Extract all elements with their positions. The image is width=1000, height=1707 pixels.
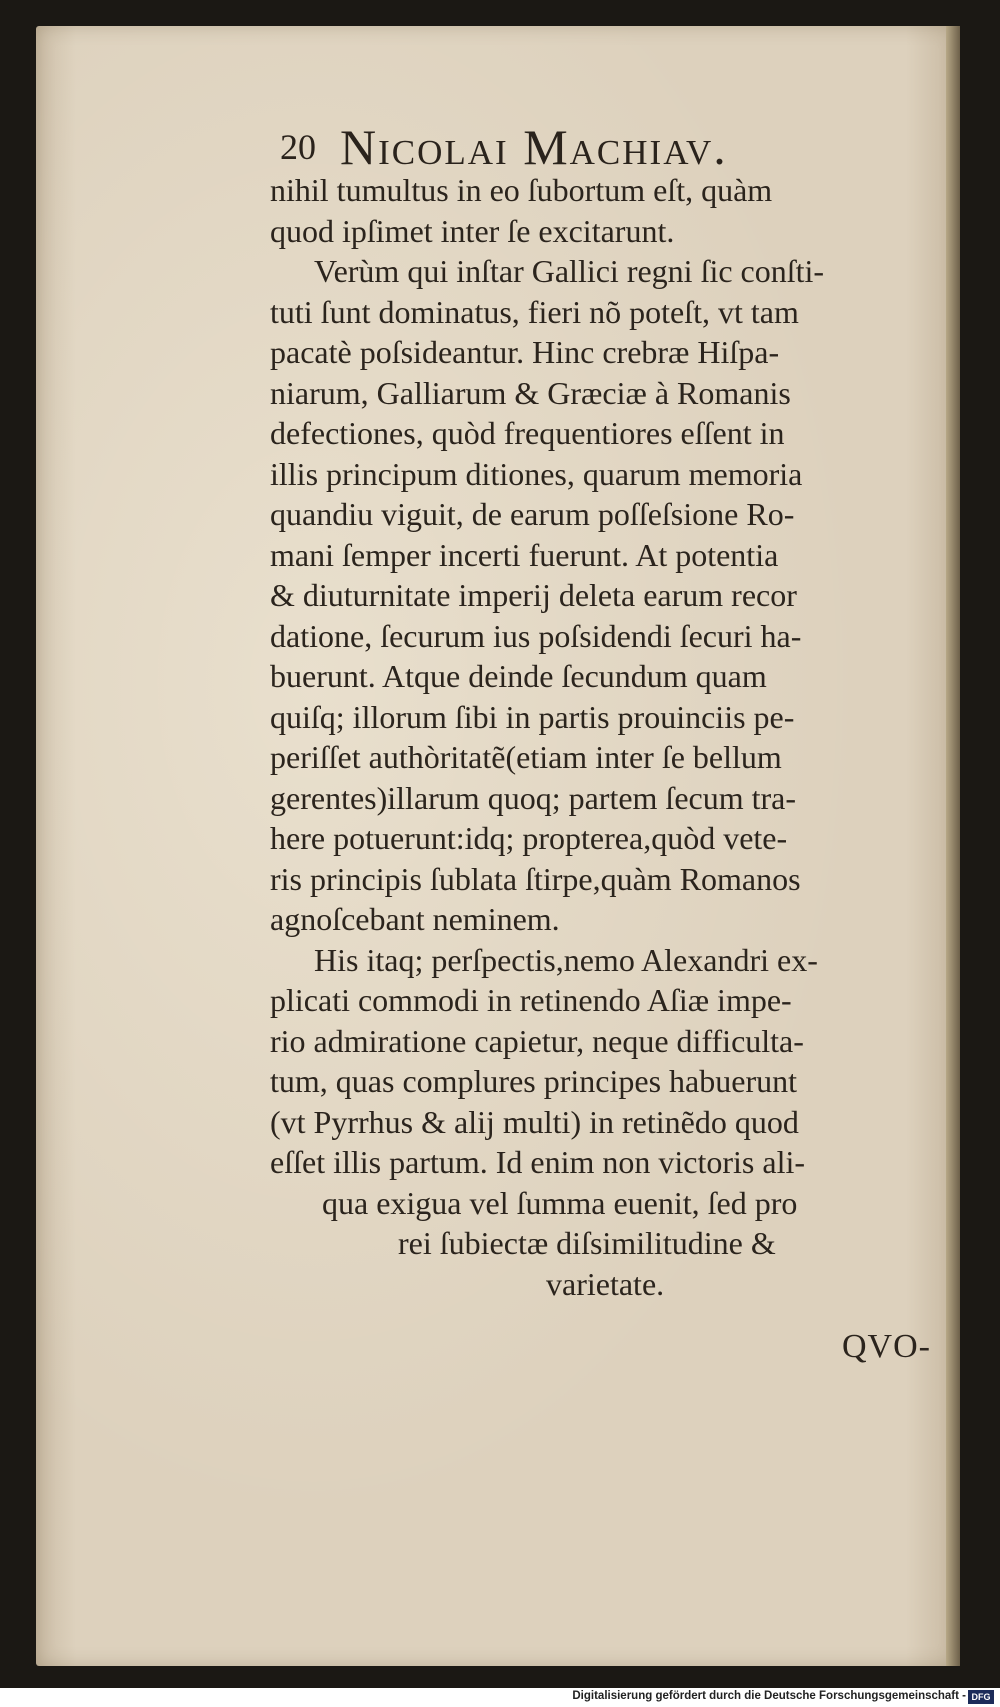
text-line: plicati commodi in retinendo Aſiæ impe- [270, 982, 792, 1018]
text-line: gerentes)illarum quoq; partem ſecum tra- [270, 779, 797, 816]
text-line: here potuerunt:idq; propterea,quòd vete- [270, 820, 788, 856]
text-line: His itaq; perſpectis,nemo Alexandri ex- [314, 941, 818, 978]
page-header [280, 118, 900, 178]
text-line: defectiones, quòd frequentiores eſſent in [270, 415, 785, 451]
catchword: QVO- [842, 1328, 931, 1365]
text-line: illis principum ditiones, quarum memoria [270, 455, 803, 492]
text-line: periſſet authòritatẽ(etiam inter ſe bellum [270, 739, 782, 775]
text-line: tuti ſunt dominatus, fieri nõ poteſt, vt tam [270, 293, 799, 330]
text-line: Verùm qui inſtar Gallici regni ſic conſti- [314, 253, 825, 289]
text-line: buerunt. Atque deinde ſecundum quam [270, 658, 767, 694]
text-line: rio admiratione capietur, neque difficulta- [270, 1022, 804, 1059]
text-line: (vt Pyrrhus & alij multi) in retinẽdo quod [270, 1103, 799, 1140]
text-line: niarum, Galliarum & Græciæ à Romanis [270, 374, 791, 411]
text-line: varietate. [546, 1265, 665, 1302]
text-line: qua exigua vel ſumma euenit, ſed pro [322, 1184, 798, 1221]
text-line: pacatè poſsideantur. Hinc crebræ Hiſpa- [270, 334, 780, 370]
text-line: rei ſubiectæ diſsimilitudine & [398, 1225, 776, 1261]
text-line: agnoſcebant neminem. [270, 901, 560, 937]
body-text [270, 170, 960, 1304]
running-head: Nicolai Machiav. [340, 119, 728, 175]
footer-bar [0, 1688, 1000, 1707]
text-line: datione, ſecurum ius poſsidendi ſecuri ha- [270, 617, 802, 654]
text-line: ris principis ſublata ſtirpe,quàm Romanos [270, 860, 801, 897]
page-number: 20 [280, 127, 316, 167]
text-line: & diuturnitate imperij deleta earum recor [270, 577, 797, 613]
text-line: quod ipſimet inter ſe excitarunt. [270, 212, 675, 249]
text-line: nihil tumultus in eo ſubortum eſt, quàm [270, 172, 773, 208]
dfg-logo: DFG [968, 1690, 994, 1704]
text-line: mani ſemper incerti fuerunt. At potentia [270, 536, 779, 573]
text-line: quiſq; illorum ſibi in partis prouinciis pe- [270, 698, 795, 735]
text-line: tum, quas complures principes habuerunt [270, 1063, 797, 1099]
funding-credit: Digitalisierung gefördert durch die Deutsche Forschungsgemeinschaft - [572, 1690, 966, 1702]
text-line: eſſet illis partum. Id enim non victoris ali- [270, 1144, 805, 1180]
text-line: quandiu viguit, de earum poſſeſsione Ro- [270, 496, 795, 532]
